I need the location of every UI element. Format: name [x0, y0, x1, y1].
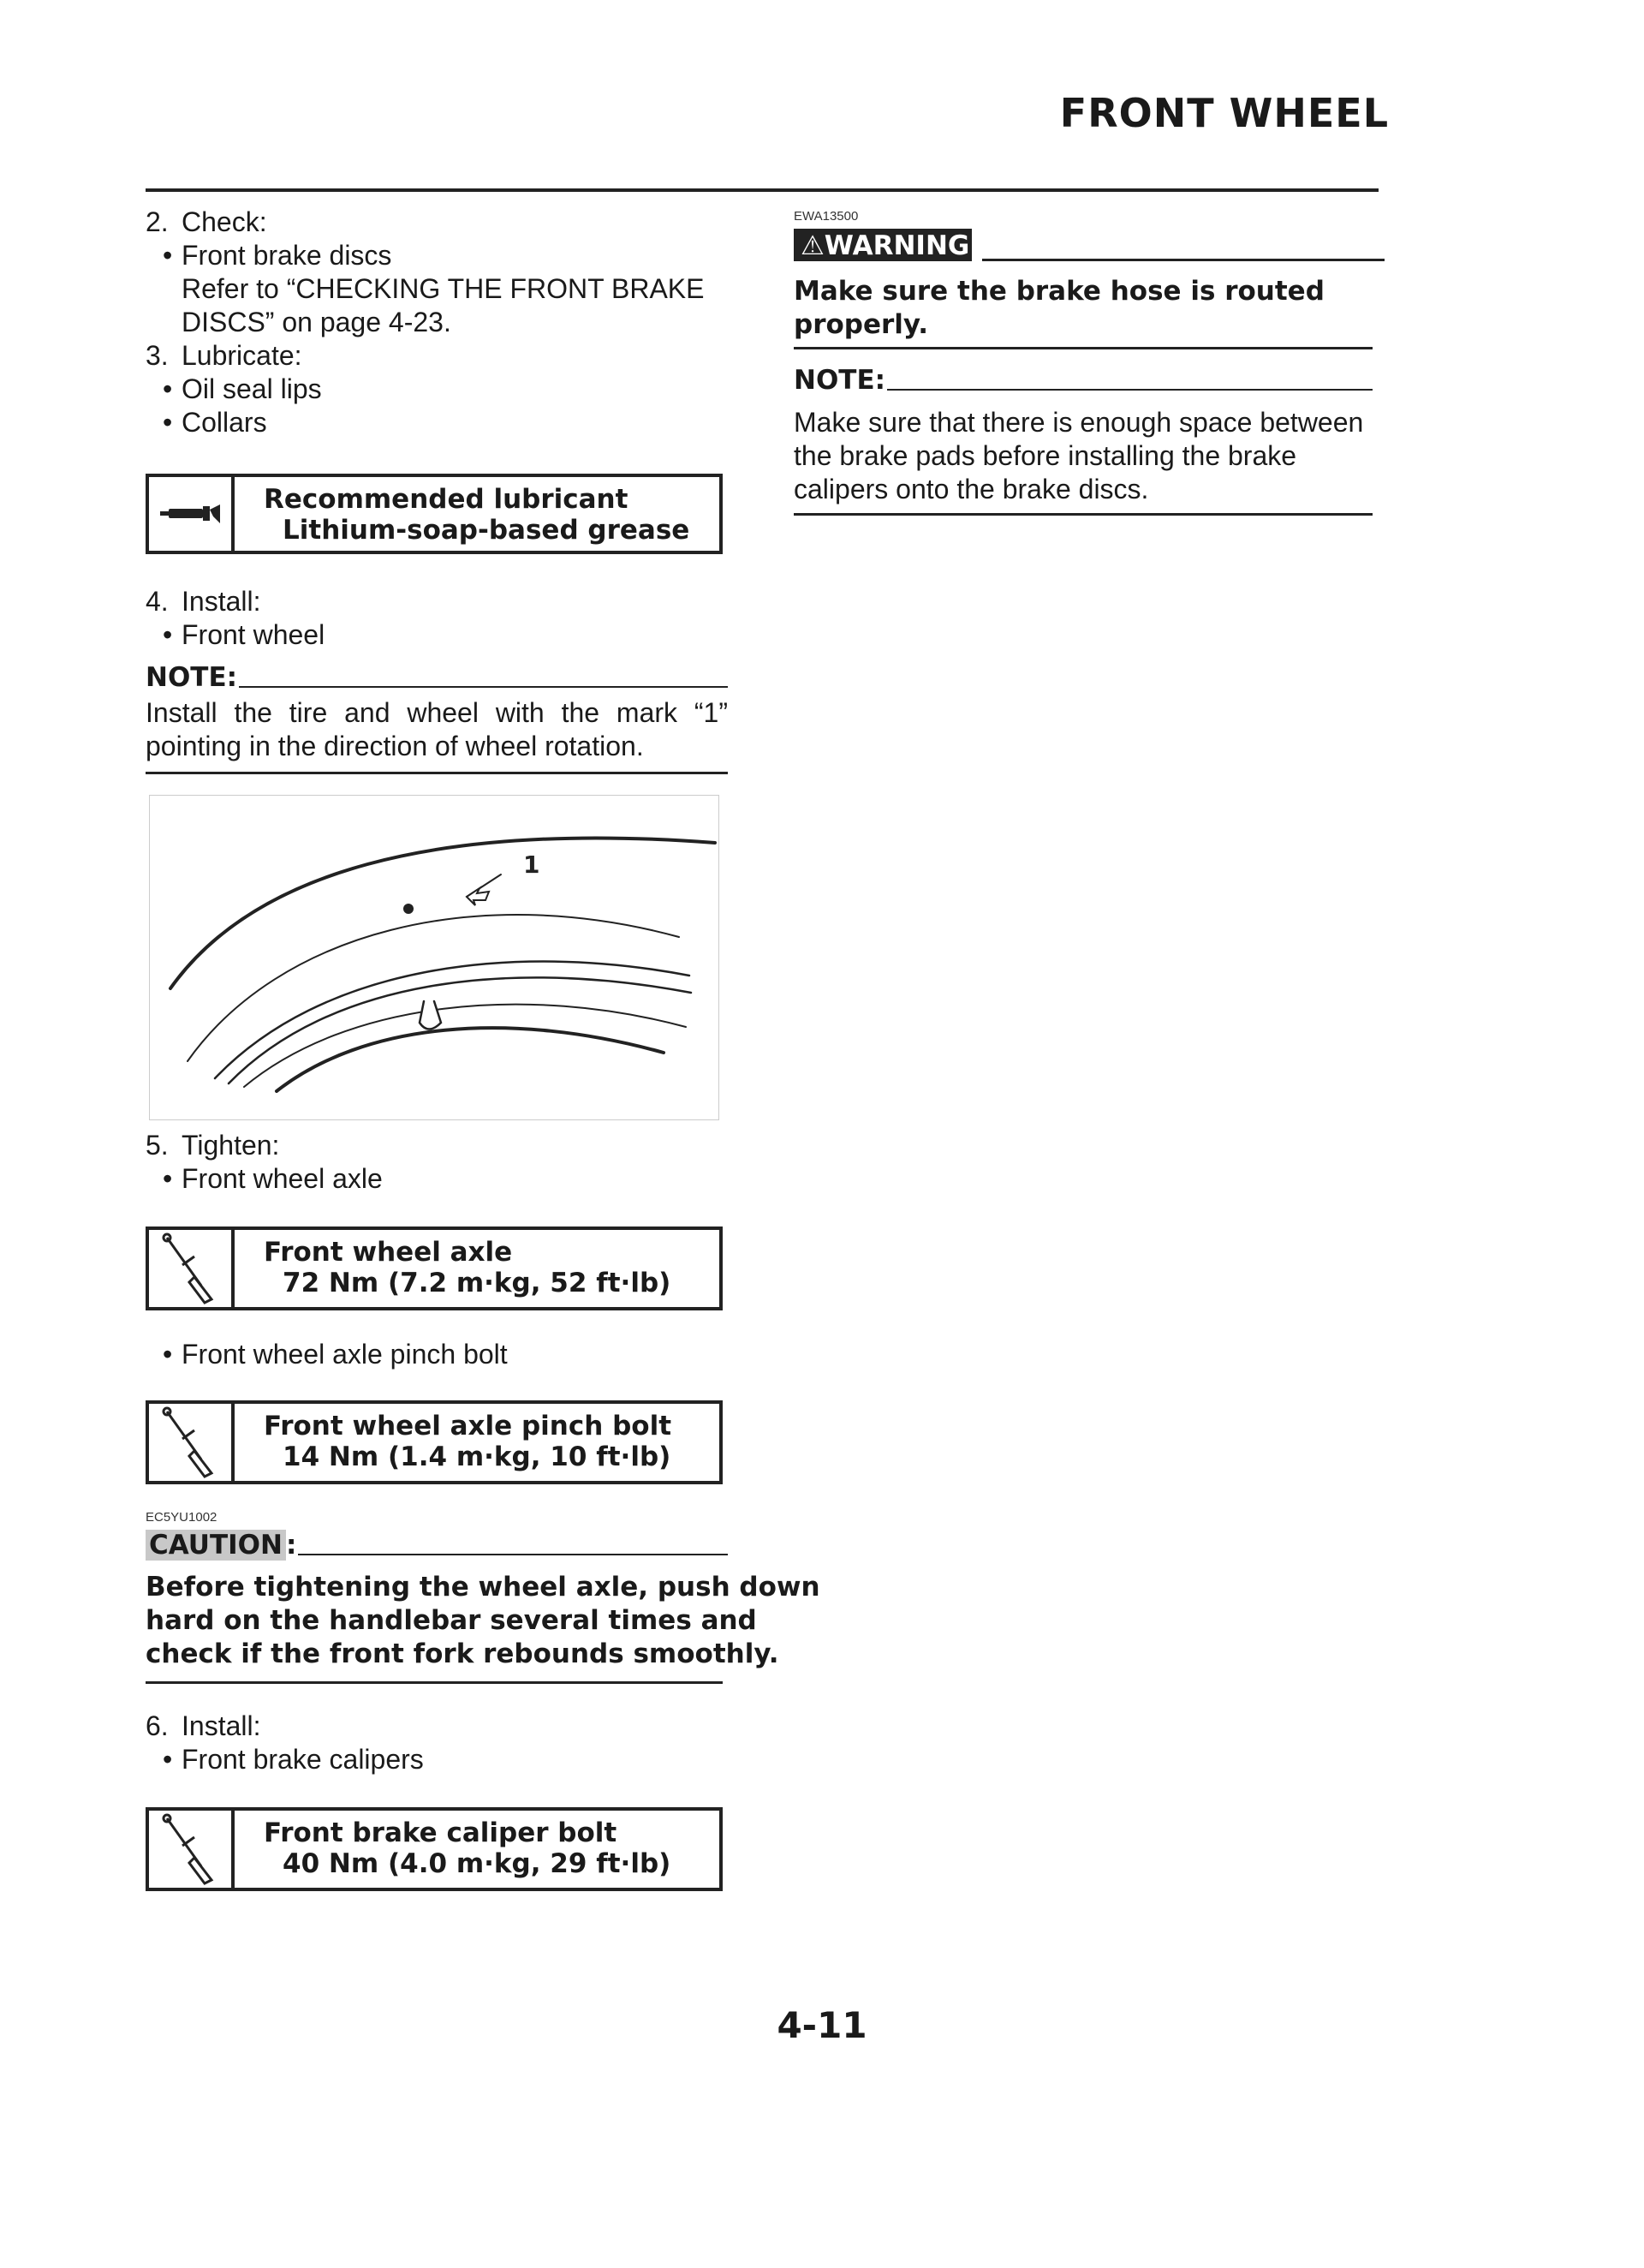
- torque-spec-box: [146, 1807, 723, 1891]
- grease-gun-icon: [149, 477, 235, 551]
- left-column: [146, 206, 820, 1891]
- header-rule: [146, 188, 1379, 192]
- step-4: 4. Install:: [146, 586, 261, 617]
- step-2: 2. Check:: [146, 206, 267, 237]
- torque-wrench-icon: [149, 1811, 235, 1888]
- torque-wrench-icon: [149, 1230, 235, 1307]
- torque-spec-box: [146, 1227, 723, 1310]
- step-3: 3. Lubricate:: [146, 340, 302, 371]
- spec-title: Front brake caliper bolt: [264, 1817, 617, 1848]
- step-6: 6. Install:: [146, 1710, 261, 1741]
- spec-value: 40 Nm (4.0 m·kg, 29 ft·lb): [283, 1848, 671, 1879]
- spec-title: Front wheel axle pinch bolt: [264, 1411, 672, 1441]
- note-1: [146, 662, 728, 774]
- reference-text: Refer to “CHECKING THE FRONT BRAKE DISCS” on page 4-23.: [182, 273, 705, 337]
- caution-code: EC5YU1002: [146, 1510, 217, 1525]
- caution-badge: CAUTION: [146, 1530, 286, 1561]
- note-heading: NOTE:: [146, 662, 238, 693]
- list-item: • Oil seal lips: [163, 373, 322, 404]
- warning-code: EWA13500: [794, 209, 859, 224]
- warning-badge: ⚠WARNING: [794, 229, 972, 261]
- torque-spec-box: [146, 1400, 723, 1484]
- caution-block: EC5YU1002 CAUTION : Before tightening the wheel axle, push down hard on the handlebar several times and check if the front fork rebounds smoothly.: [146, 1510, 728, 1684]
- right-column: [794, 206, 1385, 516]
- step-5: 5. Tighten:: [146, 1130, 280, 1161]
- list-item: • Front wheel axle pinch bolt: [163, 1339, 508, 1370]
- note-body: Install the tire and wheel with the mark “1” pointing in the direction of wheel rotation.: [146, 697, 728, 761]
- spec-title: Front wheel axle: [264, 1237, 513, 1268]
- page-title: FRONT WHEEL: [1059, 90, 1389, 136]
- spec-title: Recommended lubricant: [264, 484, 628, 515]
- lubricant-spec-box: [146, 474, 723, 554]
- page-number: 4-11: [777, 2004, 867, 2046]
- note-body: Make sure that there is enough space between the brake pads before installing the brake calipers onto the brake discs.: [794, 407, 1364, 504]
- spec-value: 72 Nm (7.2 m·kg, 52 ft·lb): [283, 1268, 671, 1298]
- list-item: • Front brake discs: [163, 240, 392, 271]
- list-item: • Front wheel: [163, 619, 325, 650]
- list-item: • Collars: [163, 407, 267, 438]
- torque-wrench-icon: [149, 1404, 235, 1481]
- warning-icon: ⚠: [801, 230, 825, 261]
- spec-value: Lithium-soap-based grease: [283, 515, 690, 546]
- warning-body: Make sure the brake hose is routed properly.: [794, 276, 1325, 340]
- figure-callout: 1: [523, 850, 540, 879]
- wheel-rotation-figure: [149, 795, 719, 1120]
- list-item: • Front wheel axle: [163, 1163, 383, 1194]
- list-item: • Front brake calipers: [163, 1744, 424, 1775]
- spec-value: 14 Nm (1.4 m·kg, 10 ft·lb): [283, 1441, 671, 1472]
- caution-body: Before tightening the wheel axle, push down hard on the handlebar several times and check if the front fork rebounds smoothly.: [146, 1572, 820, 1669]
- note-heading: NOTE:: [794, 365, 886, 396]
- note-2: [794, 365, 1373, 516]
